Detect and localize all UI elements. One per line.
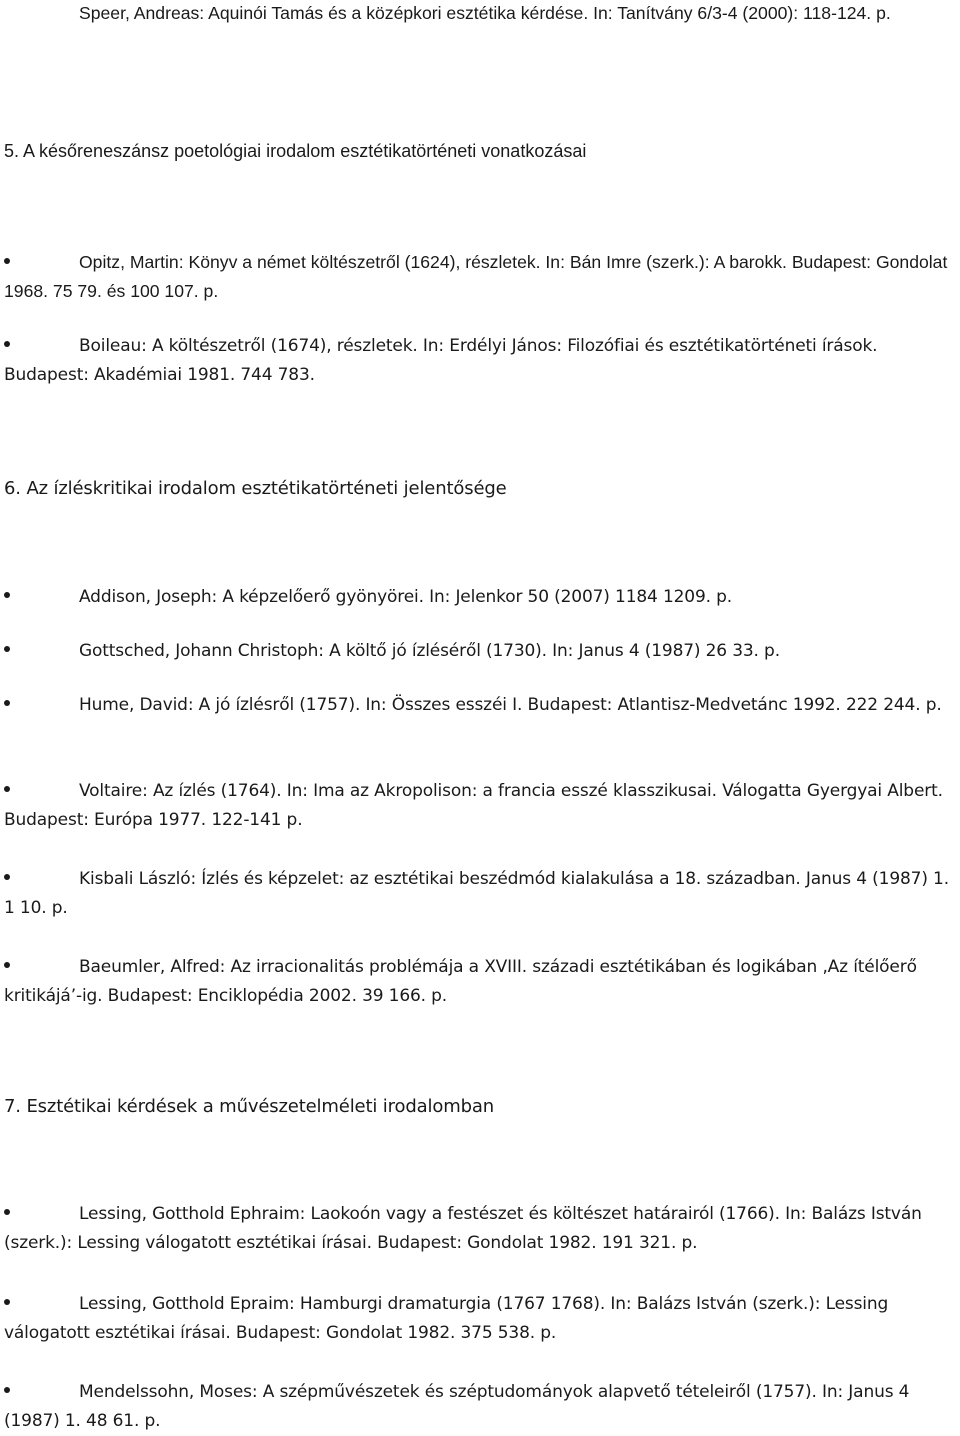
list-item	[4, 953, 956, 1011]
bullet-icon	[4, 332, 79, 361]
list-item-text: Opitz, Martin: Könyv a német költészetről (1624), részletek. In: Bán Imre (szerk.): A barokk. Budapest: Gondolat 1968. 75 79. és 100 107. p.	[4, 252, 948, 301]
list-item	[4, 248, 956, 306]
list-item-text: Gottsched, Johann Christoph: A költő jó ízléséről (1730). In: Janus 4 (1987) 26 33. p.	[79, 641, 780, 661]
list-item-text: Hume, David: A jó ízlésről (1757). In: Összes esszéi I. Budapest: Atlantisz-Medvetánc 1992. 222 244. p.	[79, 695, 942, 715]
list-item-text: Lessing, Gotthold Ephraim: Laokoón vagy a festészet és költészet határairól (1766). In: Balázs István (szerk.): Lessing válogatott esztétikai írásai. Budapest: Gondolat 1982. 191 321. p.	[4, 1204, 922, 1253]
list-item-text: Kisbali László: Ízlés és képzelet: az esztétikai beszédmód kialakulása a 18. században. Janus 4 (1987) 1. 1 10. p.	[4, 869, 949, 918]
list-item-text: Baeumler, Alfred: Az irracionalitás problémája a XVIII. századi esztétikában és logikában ‚Az ítélőerő kritikájá’-ig. Budapest: Enciklopédia 2002. 39 166. p.	[4, 957, 917, 1006]
bullet-icon	[4, 1290, 79, 1319]
bullet-icon	[4, 248, 79, 277]
section-heading-5: 5. A későreneszánsz poetológiai irodalom esztétikatörténeti vonatkozásai	[4, 141, 587, 161]
list-item	[4, 691, 956, 720]
bullet-icon	[4, 953, 79, 982]
list-item	[4, 583, 956, 612]
bullet-icon	[4, 637, 79, 666]
list-item	[4, 1200, 956, 1258]
bullet-icon	[4, 1378, 79, 1407]
list-item-text: Voltaire: Az ízlés (1764). In: Ima az Akropolison: a francia esszé klasszikusai. Válogatta Gyergyai Albert. Budapest: Európa 1977. 122-141 p.	[4, 781, 943, 830]
bullet-icon	[4, 777, 79, 806]
list-item	[4, 637, 956, 666]
list-item-text: Speer, Andreas: Aquinói Tamás és a középkori esztétika kérdése. In: Tanítvány 6/3-4 (2000): 118-124. p.	[79, 3, 891, 23]
list-item-text: Lessing, Gotthold Epraim: Hamburgi dramaturgia (1767 1768). In: Balázs István (szerk.): Lessing válogatott esztétikai írásai. Budapest: Gondolat 1982. 375 538. p.	[4, 1294, 889, 1343]
list-item	[4, 1378, 956, 1436]
list-item	[4, 865, 956, 923]
list-item-text: Boileau: A költészetről (1674), részletek. In: Erdélyi János: Filozófiai és esztétikatörténeti írások. Budapest: Akadémiai 1981. 744 783.	[4, 336, 878, 385]
bullet-icon	[4, 583, 79, 612]
bullet-icon	[4, 691, 79, 720]
list-item-text: Addison, Joseph: A képzelőerő gyönyörei. In: Jelenkor 50 (2007) 1184 1209. p.	[79, 587, 733, 607]
list-item	[4, 0, 956, 28]
list-item-text: Mendelssohn, Moses: A szépművészetek és széptudományok alapvető tételeiről (1757). In: Janus 4 (1987) 1. 48 61. p.	[4, 1382, 910, 1431]
list-item	[4, 1290, 956, 1348]
list-item	[4, 332, 956, 390]
list-item	[4, 777, 956, 835]
bullet-icon	[4, 1200, 79, 1229]
bullet-icon	[4, 865, 79, 894]
section-heading-7: 7. Esztétikai kérdések a művészetelméleti irodalomban	[4, 1096, 495, 1117]
section-heading-6: 6. Az ízléskritikai irodalom esztétikatörténeti jelentősége	[4, 478, 507, 499]
